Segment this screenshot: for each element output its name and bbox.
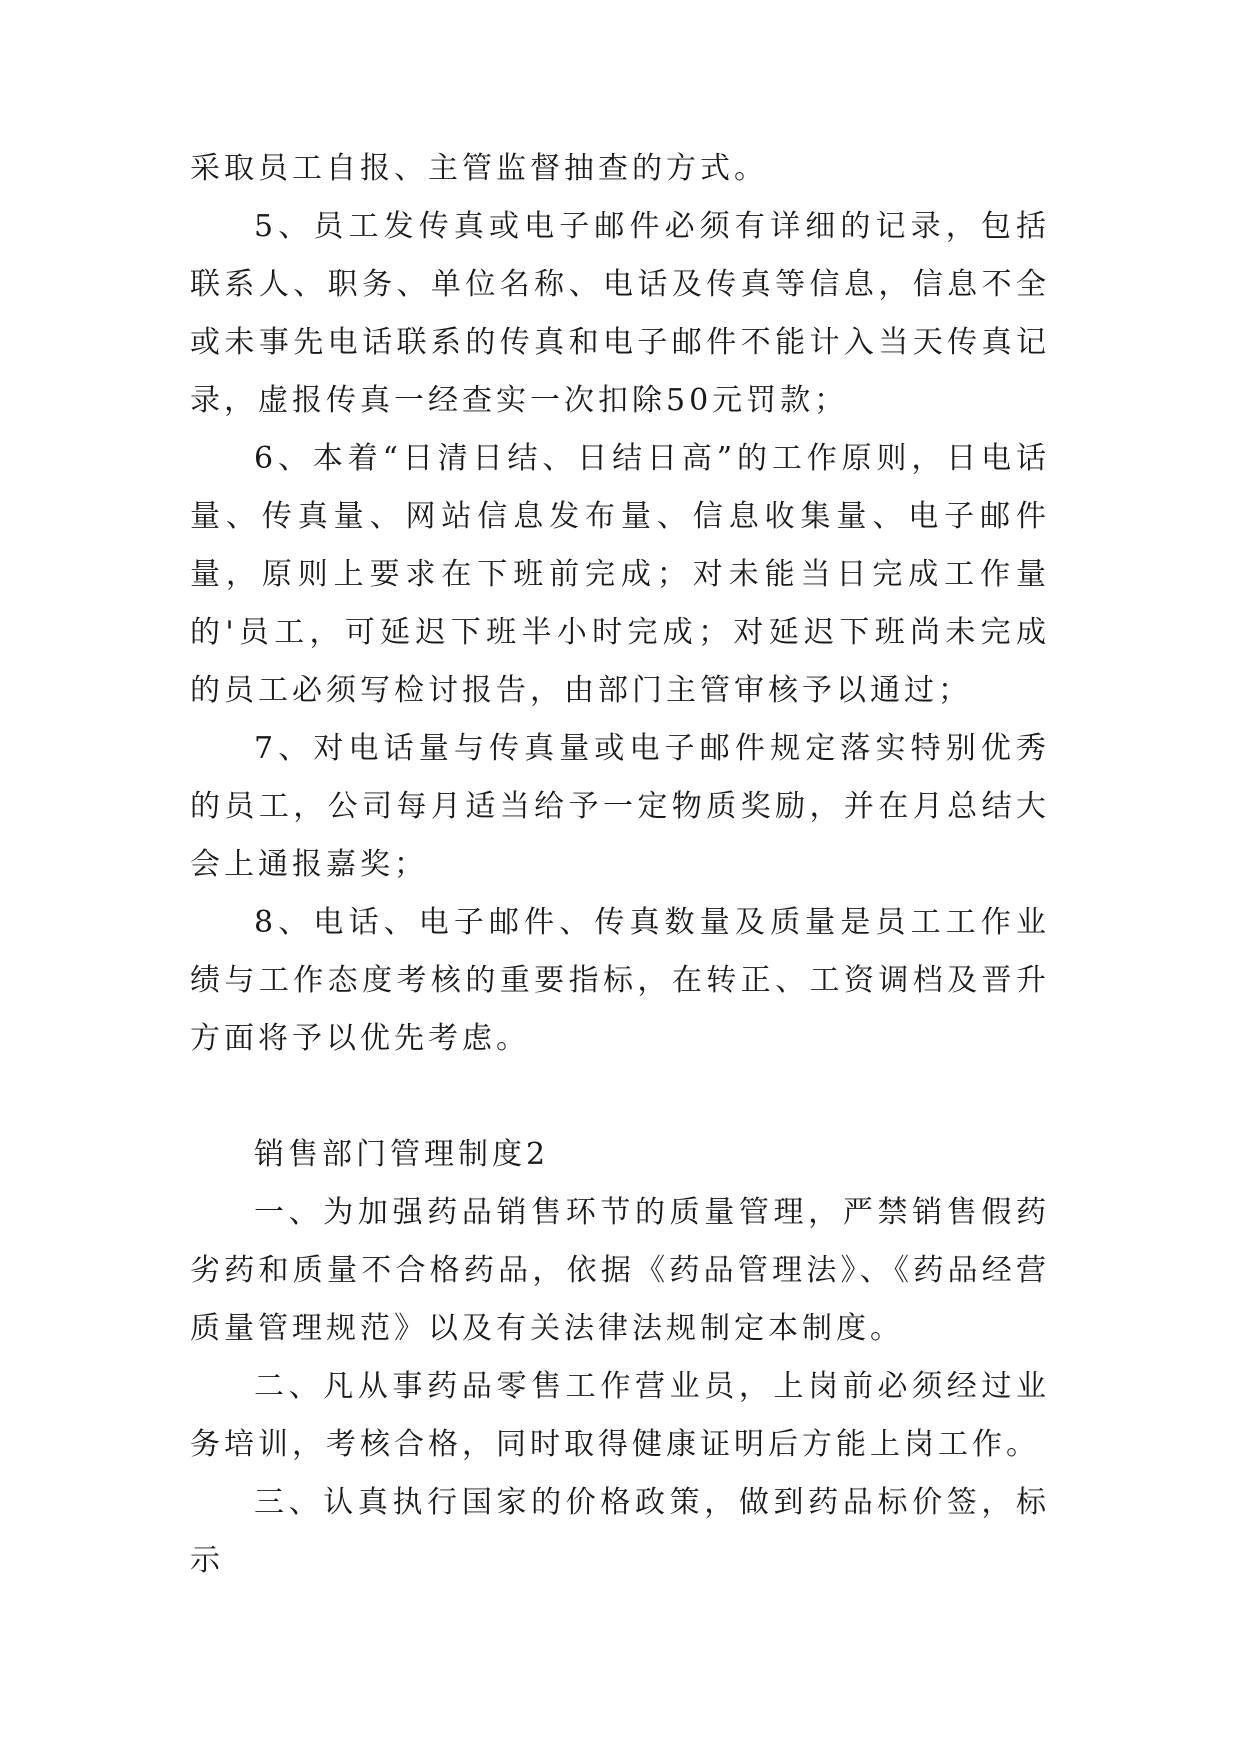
paragraph-item-8: 8、电话、电子邮件、传真数量及质量是员工工作业绩与工作态度考核的重要指标，在转正、工资调档及晋升方面将予以优先考虑。 <box>190 905 1050 1056</box>
paragraph-item-5: 5、员工发传真或电子邮件必须有详细的记录，包括联系人、职务、单位名称、电话及传真等信息，信息不全或未事先电话联系的传真和电子邮件不能计入当天传真记录，虚报传真一经查实一次扣除50元罚款； <box>190 209 1050 418</box>
paragraph-article-1: 一、为加强药品销售环节的质量管理，严禁销售假药劣药和质量不合格药品，依据《药品管理法》、《药品经营质量管理规范》以及有关法律法规制定本制度。 <box>190 1195 1050 1346</box>
paragraph-item-6: 6、本着“日清日结、日结日高”的工作原则，日电话量、传真量、网站信息发布量、信息收集量、电子邮件量，原则上要求在下班前完成；对未能当日完成工作量的'员工，可延迟下班半小时完成；对延迟下班尚未完成的员工必须写检讨报告，由部门主管审核予以通过； <box>190 441 1050 708</box>
paragraph-continuation: 采取员工自报、主管监督抽查的方式。 <box>190 151 768 186</box>
section-title: 销售部门管理制度2 <box>254 1137 550 1172</box>
document-page <box>190 140 1050 1590</box>
paragraph-article-2: 二、凡从事药品零售工作营业员，上岗前必须经过业务培训，考核合格，同时取得健康证明后方能上岗工作。 <box>190 1369 1050 1462</box>
section-spacer <box>190 1068 1050 1126</box>
paragraph-article-3: 三、认真执行国家的价格政策，做到药品标价签，标示 <box>190 1485 1050 1578</box>
paragraph-item-7: 7、对电话量与传真量或电子邮件规定落实特别优秀的员工，公司每月适当给予一定物质奖励，并在月总结大会上通报嘉奖； <box>190 731 1050 882</box>
